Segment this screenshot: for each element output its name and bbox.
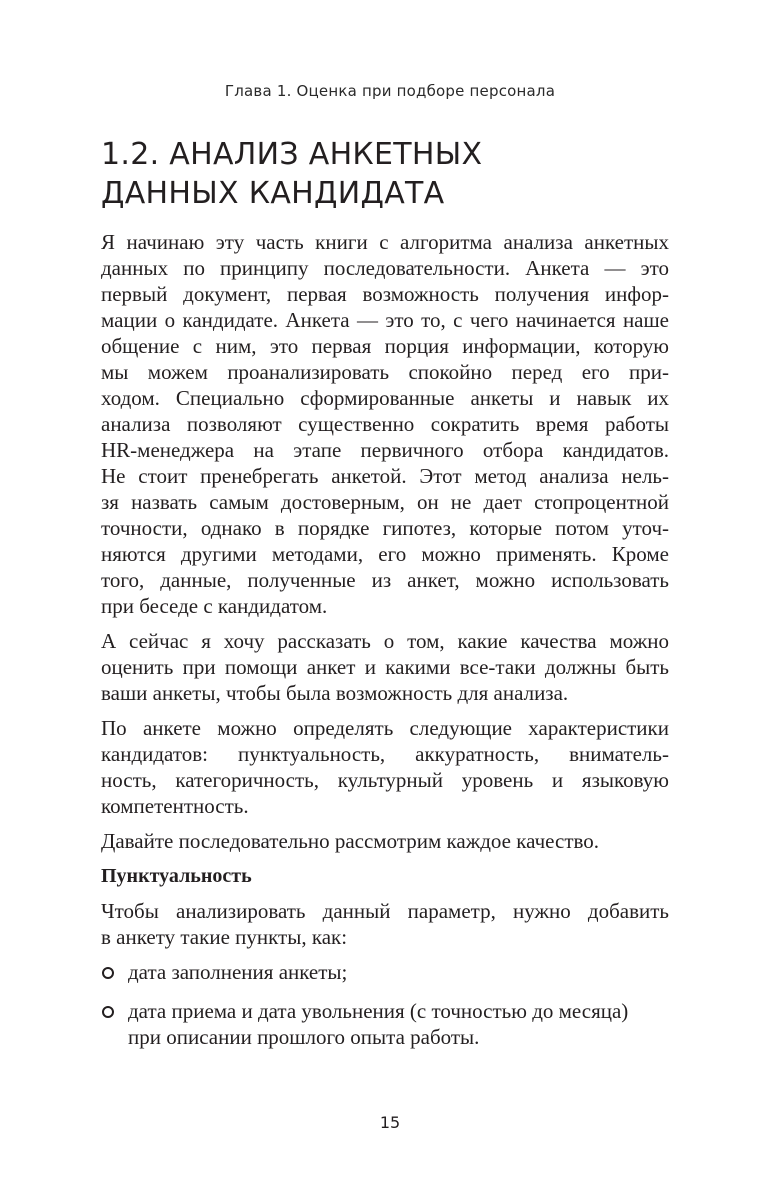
list-item bbox=[101, 959, 669, 985]
text-line: няются другими методами, его можно применять. Кроме bbox=[101, 542, 669, 566]
text-line: По анкете можно определять следующие характеристики bbox=[101, 716, 669, 740]
text-line: А сейчас я хочу рассказать о том, какие качества можно bbox=[101, 629, 669, 653]
body-text bbox=[101, 229, 669, 1063]
section-title-line: ДАННЫХ КАНДИДАТА bbox=[101, 176, 445, 211]
section-title-line: 1.2. АНАЛИЗ АНКЕТНЫХ bbox=[101, 137, 483, 172]
text-line: HR-менеджера на этапе первичного отбора кандидатов. bbox=[101, 438, 669, 462]
text-line: мации о кандидате. Анкета — это то, с чего начинается наше bbox=[101, 308, 669, 332]
paragraph-characteristics bbox=[101, 715, 669, 819]
text-line: Не стоит пренебрегать анкетой. Этот метод анализа нель- bbox=[101, 464, 669, 488]
text-line: мы можем проанализировать спокойно перед его при- bbox=[101, 360, 669, 384]
text-line: анализа позволяют существенно сократить время работы bbox=[101, 412, 669, 436]
text-line: зя назвать самым достоверным, он не дает стопроцентной bbox=[101, 490, 669, 514]
text-line: точности, однако в порядке гипотез, которые потом уточ- bbox=[101, 516, 669, 540]
text-line: ность, категоричность, культурный уровень и языковую bbox=[101, 768, 669, 792]
paragraph-lets-consider bbox=[101, 828, 669, 854]
paragraph-qualities-intro bbox=[101, 628, 669, 706]
text-line: кандидатов: пунктуальность, аккуратность, вниматель- bbox=[101, 742, 669, 766]
page-number: 15 bbox=[379, 1113, 401, 1132]
bullet-list bbox=[101, 959, 669, 1050]
subheading-punctuality: Пунктуальность bbox=[101, 865, 252, 887]
text-line: данных по принципу последовательности. Анкета — это bbox=[101, 256, 669, 280]
section-title bbox=[101, 135, 701, 213]
text-line: оценить при помощи анкет и какими все-таки должны быть bbox=[101, 655, 669, 679]
text-line: ваши анкеты, чтобы была возможность для анализа. bbox=[101, 681, 569, 705]
text-line: Давайте последовательно рассмотрим каждое качество. bbox=[101, 829, 600, 853]
text-line: компетентность. bbox=[101, 794, 249, 818]
text-line: общение с ним, это первая порция информации, которую bbox=[101, 334, 669, 358]
text-line: при беседе с кандидатом. bbox=[101, 594, 328, 618]
paragraph-intro bbox=[101, 229, 669, 619]
running-header: Глава 1. Оценка при подборе персонала bbox=[224, 82, 556, 100]
paragraph-punctuality bbox=[101, 898, 669, 950]
text-line: Чтобы анализировать данный параметр, нужно добавить bbox=[101, 899, 669, 923]
circle-bullet-icon bbox=[102, 967, 114, 979]
text-line: того, данные, полученные из анкет, можно использовать bbox=[101, 568, 669, 592]
text-line: дата приема и дата увольнения (с точностью до месяца) bbox=[128, 999, 629, 1023]
circle-bullet-icon bbox=[102, 1006, 114, 1018]
text-line: при описании прошлого опыта работы. bbox=[128, 1025, 480, 1049]
text-line: в анкету такие пункты, как: bbox=[101, 925, 348, 949]
text-line: ходом. Специально сформированные анкеты и навык их bbox=[101, 386, 669, 410]
list-item bbox=[101, 998, 669, 1050]
text-line: первый документ, первая возможность получения инфор- bbox=[101, 282, 669, 306]
text-line: дата заполнения анкеты; bbox=[128, 960, 348, 984]
text-line: Я начинаю эту часть книги с алгоритма анализа анкетных bbox=[101, 230, 669, 254]
